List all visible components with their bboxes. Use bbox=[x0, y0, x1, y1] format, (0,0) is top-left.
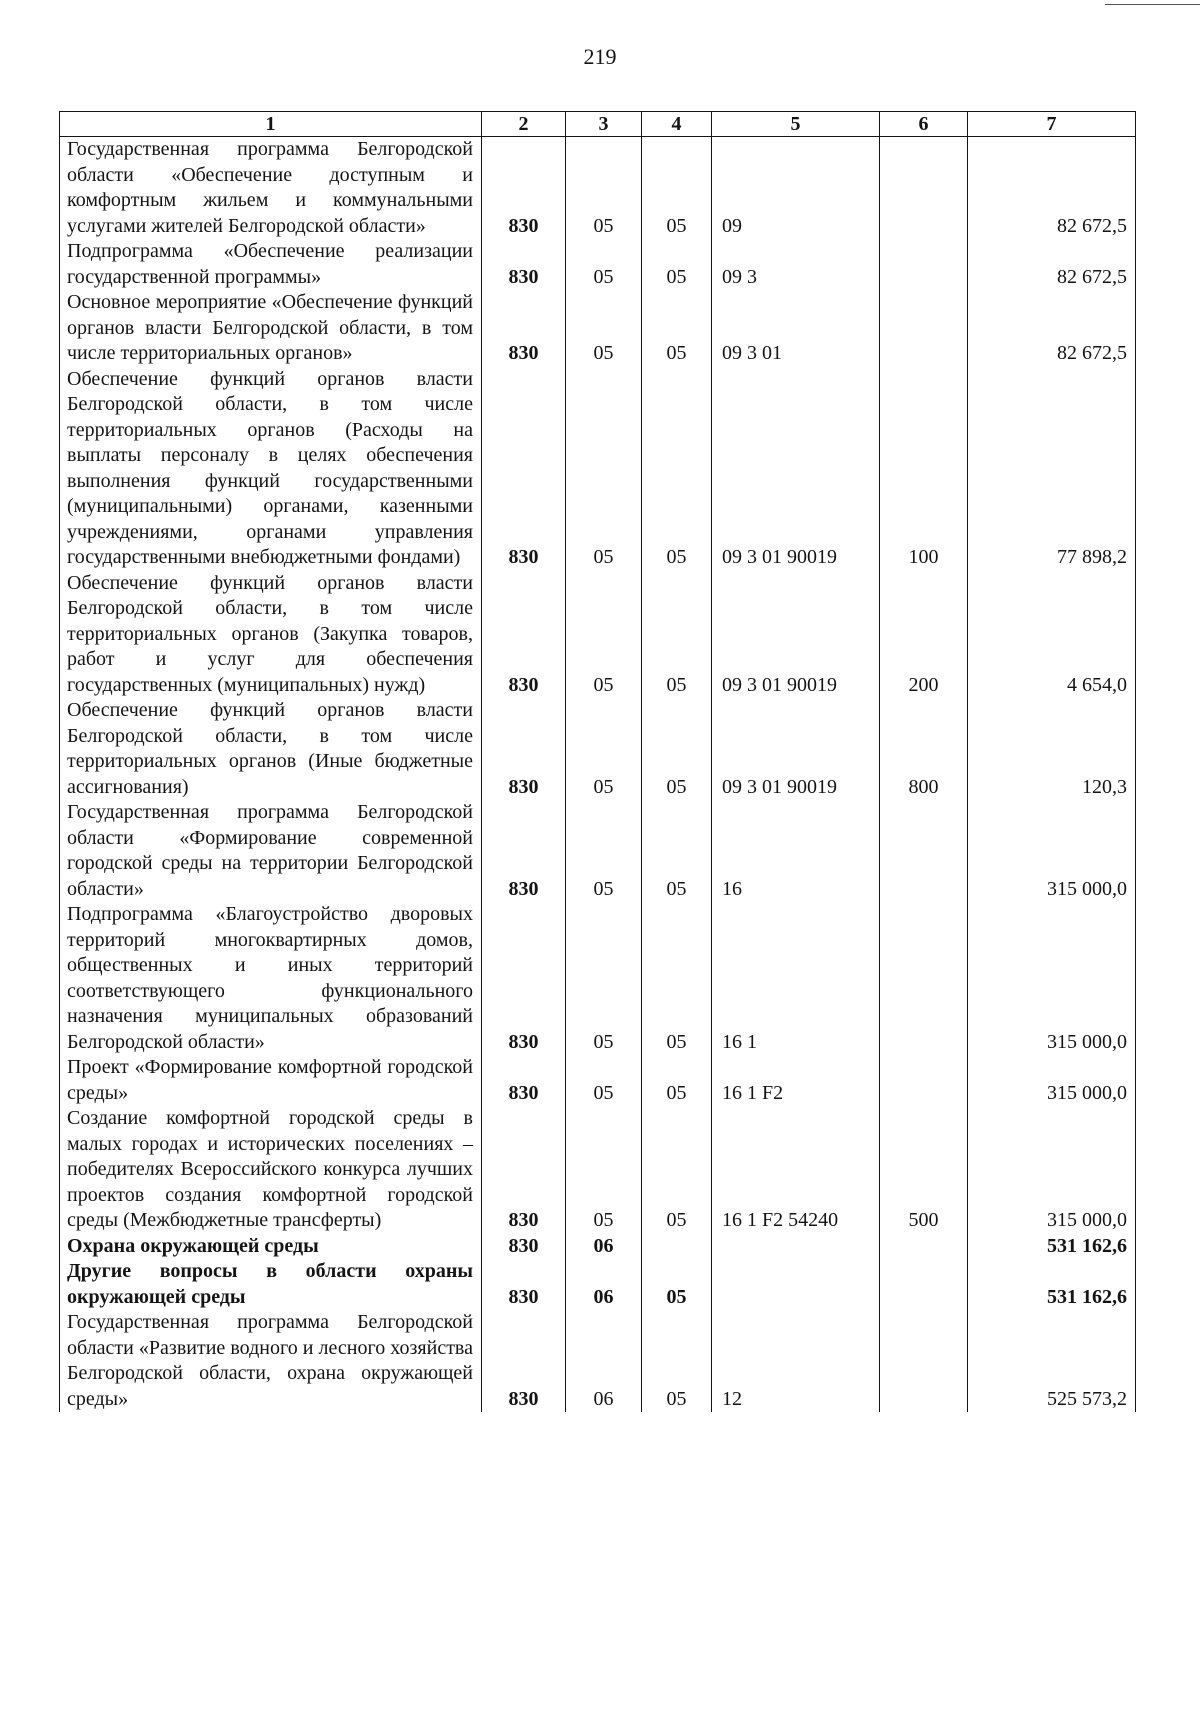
table-row bbox=[60, 1106, 1136, 1234]
row-description: Государственная программа Белгородской области «Обеспечение доступным и комфортным жильем и коммунальными услугами жителей Белгородской области» bbox=[67, 138, 473, 237]
expense-type-code-cell: 200 bbox=[880, 571, 968, 699]
row-description-cell bbox=[60, 1234, 482, 1260]
amount-cell: 82 672,5 bbox=[968, 137, 1136, 240]
expense-type-code-cell: 500 bbox=[880, 1106, 968, 1234]
row-description-cell bbox=[60, 1259, 482, 1310]
amount-cell: 525 573,2 bbox=[968, 1310, 1136, 1412]
row-description: Государственная программа Белгородской области «Развитие водного и лесного хозяйства Белгородской области, охрана окружающей среды» bbox=[67, 1311, 473, 1410]
ministry-code-cell: 830 bbox=[482, 1234, 566, 1260]
expense-type-code-cell: 100 bbox=[880, 367, 968, 571]
subsection-code-cell: 05 bbox=[642, 698, 712, 800]
target-article-code-cell: 09 3 01 90019 bbox=[712, 571, 880, 699]
row-description-cell bbox=[60, 1055, 482, 1106]
amount-cell: 4 654,0 bbox=[968, 571, 1136, 699]
target-article-code-cell: 09 3 bbox=[712, 239, 880, 290]
ministry-code-cell: 830 bbox=[482, 698, 566, 800]
section-code-cell: 05 bbox=[566, 1055, 642, 1106]
column-header: 6 bbox=[880, 112, 968, 137]
column-header: 3 bbox=[566, 112, 642, 137]
row-description: Подпрограмма «Благоустройство дворовых территорий многоквартирных домов, общественных и иных территорий соответствующего функционального назначения муниципальных образований Белгородской области» bbox=[67, 903, 473, 1053]
column-header: 1 bbox=[60, 112, 482, 137]
ministry-code-cell: 830 bbox=[482, 1310, 566, 1412]
amount-cell: 531 162,6 bbox=[968, 1259, 1136, 1310]
row-description-cell bbox=[60, 137, 482, 240]
expense-type-code-cell bbox=[880, 1234, 968, 1260]
expense-type-code-cell bbox=[880, 1259, 968, 1310]
subsection-code-cell: 05 bbox=[642, 239, 712, 290]
amount-cell: 315 000,0 bbox=[968, 800, 1136, 902]
target-article-code-cell: 16 1 F2 bbox=[712, 1055, 880, 1106]
table-body bbox=[60, 137, 1136, 1413]
section-code-cell: 06 bbox=[566, 1310, 642, 1412]
amount-cell: 315 000,0 bbox=[968, 902, 1136, 1055]
column-header: 7 bbox=[968, 112, 1136, 137]
row-description-cell bbox=[60, 290, 482, 367]
amount-cell: 77 898,2 bbox=[968, 367, 1136, 571]
section-code-cell: 05 bbox=[566, 239, 642, 290]
row-description: Создание комфортной городской среды в малых городах и исторических поселениях – победителях Всероссийского конкурса лучших проектов создания комфортной городской среды (Межбюджетные трансферты) bbox=[67, 1107, 473, 1231]
expense-type-code-cell bbox=[880, 902, 968, 1055]
ministry-code-cell: 830 bbox=[482, 367, 566, 571]
expense-type-code-cell: 800 bbox=[880, 698, 968, 800]
target-article-code-cell: 16 1 F2 54240 bbox=[712, 1106, 880, 1234]
subsection-code-cell: 05 bbox=[642, 137, 712, 240]
amount-cell: 82 672,5 bbox=[968, 290, 1136, 367]
table-row bbox=[60, 571, 1136, 699]
target-article-code-cell: 16 bbox=[712, 800, 880, 902]
subsection-code-cell: 05 bbox=[642, 1055, 712, 1106]
table-row bbox=[60, 290, 1136, 367]
column-header: 5 bbox=[712, 112, 880, 137]
page-number: 219 bbox=[583, 44, 617, 69]
amount-cell: 315 000,0 bbox=[968, 1106, 1136, 1234]
subsection-code-cell: 05 bbox=[642, 290, 712, 367]
table-row bbox=[60, 1234, 1136, 1260]
row-description-cell bbox=[60, 239, 482, 290]
row-description: Обеспечение функций органов власти Белгородской области, в том числе территориальных органов (Иные бюджетные ассигнования) bbox=[67, 699, 473, 798]
row-description: Обеспечение функций органов власти Белгородской области, в том числе территориальных органов (Закупка товаров, работ и услуг для обеспечения государственных (муниципальных) нужд) bbox=[67, 571, 473, 696]
target-article-code-cell bbox=[712, 1234, 880, 1260]
row-description: Государственная программа Белгородской области «Формирование современной городской среды на территории Белгородской области» bbox=[67, 801, 473, 900]
subsection-code-cell: 05 bbox=[642, 1310, 712, 1412]
subsection-code-cell: 05 bbox=[642, 571, 712, 699]
target-article-code-cell: 09 3 01 90019 bbox=[712, 367, 880, 571]
ministry-code-cell: 830 bbox=[482, 1055, 566, 1106]
row-description: Другие вопросы в области охраны окружающей среды bbox=[67, 1260, 473, 1308]
subsection-code-cell: 05 bbox=[642, 1106, 712, 1234]
ministry-code-cell: 830 bbox=[482, 800, 566, 902]
table-row bbox=[60, 367, 1136, 571]
table-row bbox=[60, 1310, 1136, 1412]
section-code-cell: 05 bbox=[566, 698, 642, 800]
subsection-code-cell: 05 bbox=[642, 902, 712, 1055]
row-description-cell bbox=[60, 698, 482, 800]
amount-cell: 120,3 bbox=[968, 698, 1136, 800]
expense-type-code-cell bbox=[880, 290, 968, 367]
subsection-code-cell: 05 bbox=[642, 367, 712, 571]
ministry-code-cell: 830 bbox=[482, 1106, 566, 1234]
table-row bbox=[60, 1259, 1136, 1310]
row-description-cell bbox=[60, 1106, 482, 1234]
section-code-cell: 05 bbox=[566, 367, 642, 571]
target-article-code-cell: 09 3 01 90019 bbox=[712, 698, 880, 800]
row-description: Проект «Формирование комфортной городской среды» bbox=[67, 1056, 473, 1104]
section-code-cell: 05 bbox=[566, 571, 642, 699]
table-row bbox=[60, 137, 1136, 240]
expense-type-code-cell bbox=[880, 1310, 968, 1412]
section-code-cell: 06 bbox=[566, 1259, 642, 1310]
row-description-cell bbox=[60, 800, 482, 902]
amount-cell: 82 672,5 bbox=[968, 239, 1136, 290]
expense-type-code-cell bbox=[880, 800, 968, 902]
row-description-cell bbox=[60, 367, 482, 571]
column-header: 4 bbox=[642, 112, 712, 137]
target-article-code-cell: 09 bbox=[712, 137, 880, 240]
target-article-code-cell bbox=[712, 1259, 880, 1310]
row-description-cell bbox=[60, 902, 482, 1055]
row-description-cell bbox=[60, 571, 482, 699]
expense-type-code-cell bbox=[880, 239, 968, 290]
expense-type-code-cell bbox=[880, 1055, 968, 1106]
row-description-cell bbox=[60, 1310, 482, 1412]
section-code-cell: 05 bbox=[566, 800, 642, 902]
amount-cell: 315 000,0 bbox=[968, 1055, 1136, 1106]
subsection-code-cell bbox=[642, 1234, 712, 1260]
table-row bbox=[60, 698, 1136, 800]
section-code-cell: 05 bbox=[566, 1106, 642, 1234]
section-code-cell: 06 bbox=[566, 1234, 642, 1260]
section-code-cell: 05 bbox=[566, 902, 642, 1055]
section-code-cell: 05 bbox=[566, 290, 642, 367]
table-row bbox=[60, 800, 1136, 902]
ministry-code-cell: 830 bbox=[482, 571, 566, 699]
ministry-code-cell: 830 bbox=[482, 1259, 566, 1310]
amount-cell: 531 162,6 bbox=[968, 1234, 1136, 1260]
subsection-code-cell: 05 bbox=[642, 800, 712, 902]
target-article-code-cell: 16 1 bbox=[712, 902, 880, 1055]
row-description: Обеспечение функций органов власти Белгородской области, в том числе территориальных органов (Расходы на выплаты персоналу в целях обеспечения выполнения функций государственными (муниципальными) органами, казенными учреждениями, органами управления государственными внебюджетными фондами) bbox=[67, 367, 473, 568]
ministry-code-cell: 830 bbox=[482, 239, 566, 290]
table-row bbox=[60, 239, 1136, 290]
table-row bbox=[60, 902, 1136, 1055]
ministry-code-cell: 830 bbox=[482, 290, 566, 367]
table-row bbox=[60, 1055, 1136, 1106]
section-code-cell: 05 bbox=[566, 137, 642, 240]
column-header: 2 bbox=[482, 112, 566, 137]
ministry-code-cell: 830 bbox=[482, 137, 566, 240]
expense-type-code-cell bbox=[880, 137, 968, 240]
row-description: Охрана окружающей среды bbox=[67, 1234, 319, 1257]
target-article-code-cell: 09 3 01 bbox=[712, 290, 880, 367]
row-description: Основное мероприятие «Обеспечение функций органов власти Белгородской области, в том числе территориальных органов» bbox=[67, 291, 473, 364]
top-edge-line bbox=[1105, 4, 1200, 5]
subsection-code-cell: 05 bbox=[642, 1259, 712, 1310]
budget-table bbox=[59, 111, 1136, 1412]
table-header-row bbox=[60, 112, 1136, 137]
row-description: Подпрограмма «Обеспечение реализации государственной программы» bbox=[67, 240, 473, 288]
ministry-code-cell: 830 bbox=[482, 902, 566, 1055]
target-article-code-cell: 12 bbox=[712, 1310, 880, 1412]
